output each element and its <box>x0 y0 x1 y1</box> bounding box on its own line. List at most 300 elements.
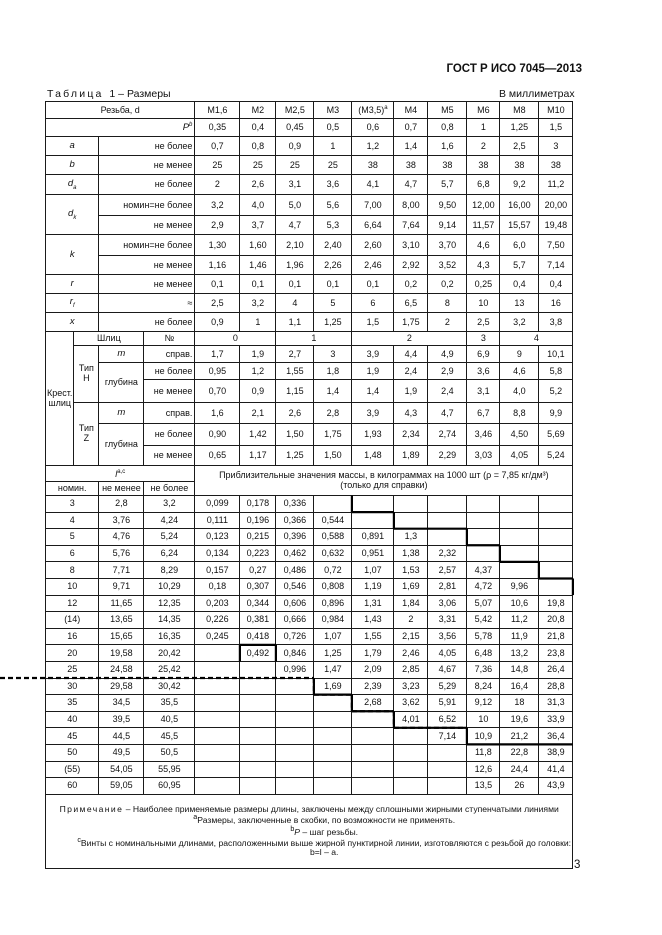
param-value: 25 <box>276 156 314 175</box>
recess-group-label: Крест. шлиц <box>46 332 74 466</box>
mass-value <box>394 512 428 529</box>
pitch-value: 0,4 <box>240 119 276 137</box>
recess-h-max-row <box>46 363 573 380</box>
mass-value: 0,123 <box>195 529 240 546</box>
mass-value: 0,336 <box>276 496 314 513</box>
mass-value: 0,134 <box>195 545 240 562</box>
mass-value <box>276 761 314 778</box>
mass-value: 2,39 <box>352 678 394 695</box>
param-value: 16,00 <box>500 195 539 216</box>
param-value: 38 <box>352 156 394 175</box>
mass-value: 5,91 <box>428 695 467 712</box>
thread-size: (M3,5) <box>358 105 385 115</box>
recess-m-value: 3 <box>314 346 352 363</box>
param-value: 2,40 <box>314 235 352 256</box>
length-nominal: 20 <box>46 645 99 662</box>
recess-min-value: 0,9 <box>240 380 276 403</box>
param-value: 4,7 <box>394 175 428 195</box>
footnote-a <box>47 814 571 825</box>
length-min: 29,58 <box>99 678 144 695</box>
mass-value: 38,9 <box>539 744 573 761</box>
mass-value: 0,099 <box>195 496 240 513</box>
mass-value: 4,67 <box>428 661 467 678</box>
param-value: 1,96 <box>276 256 314 275</box>
pitch-value: 0,8 <box>428 119 467 137</box>
mass-value: 0,462 <box>276 545 314 562</box>
length-max: 12,35 <box>144 595 195 612</box>
recess-min-value: 3,03 <box>467 446 500 466</box>
mass-value: 0,486 <box>276 562 314 579</box>
recess-m-value: 8,8 <box>500 403 539 424</box>
param-value: 3 <box>539 137 573 156</box>
param-symbol: x <box>69 316 75 328</box>
mass-value: 4,37 <box>467 562 500 579</box>
mass-value: 1,3 <box>394 529 428 546</box>
length-row <box>46 562 573 579</box>
thread-size: M2,5 <box>276 102 314 119</box>
mass-value <box>240 695 276 712</box>
length-max: 6,24 <box>144 545 195 562</box>
mass-value: 1,53 <box>394 562 428 579</box>
length-row <box>46 612 573 629</box>
param-value: 4,3 <box>467 256 500 275</box>
mass-value: 41,4 <box>539 761 573 778</box>
param-row-x <box>46 313 573 332</box>
param-label-cell <box>46 137 99 156</box>
slot-number: 1 <box>276 332 352 346</box>
param-value: 6,0 <box>500 235 539 256</box>
length-min: 24,58 <box>99 661 144 678</box>
recess-min-value: 2,4 <box>428 380 467 403</box>
mass-value: 0,215 <box>240 529 276 546</box>
param-value: 3,2 <box>240 294 276 313</box>
mass-value: 4,05 <box>428 645 467 662</box>
mass-value: 2 <box>394 612 428 629</box>
mass-value <box>240 744 276 761</box>
param-value: 2,5 <box>500 137 539 156</box>
param-value: 8,00 <box>394 195 428 216</box>
recess-min-value: 5,24 <box>539 446 573 466</box>
mass-value <box>394 496 428 513</box>
mass-value: 0,418 <box>240 628 276 645</box>
table-word: Таблица <box>47 88 104 100</box>
length-row <box>46 744 573 761</box>
mass-value <box>467 545 500 562</box>
pitch-value: 1 <box>467 119 500 137</box>
recess-m-value: 3,9 <box>352 346 394 363</box>
mass-value: 19,8 <box>539 595 573 612</box>
mass-value: 2,85 <box>394 661 428 678</box>
footnote-mark: a,c <box>117 468 126 475</box>
mass-value: 0,606 <box>276 595 314 612</box>
recess-m-value: 1,9 <box>240 346 276 363</box>
recess-max-value: 5,69 <box>539 424 573 446</box>
length-nominal: 25 <box>46 661 99 678</box>
param-value: 3,1 <box>276 175 314 195</box>
param-value: 7,14 <box>539 256 573 275</box>
pitch-value: 0,6 <box>352 119 394 137</box>
param-value: 0,1 <box>240 275 276 294</box>
mass-value <box>500 529 539 546</box>
recess-min-value: 1,9 <box>394 380 428 403</box>
mass-value <box>314 728 352 745</box>
recess-m-value: 9,9 <box>539 403 573 424</box>
mass-value <box>195 678 240 695</box>
mass-value <box>276 711 314 728</box>
mass-value <box>314 695 352 712</box>
length-max: 4,24 <box>144 512 195 529</box>
recess-m-value: 3,9 <box>352 403 394 424</box>
note-word: Примечание <box>59 803 124 814</box>
length-nominal: 6 <box>46 545 99 562</box>
mass-value <box>500 562 539 579</box>
recess-m-value: 9 <box>500 346 539 363</box>
recess-max-value: 5,8 <box>539 363 573 380</box>
mass-value: 20,8 <box>539 612 573 629</box>
footnote-mark: a <box>384 105 388 111</box>
param-value: 5,0 <box>276 195 314 216</box>
param-value: 7,00 <box>352 195 394 216</box>
length-nominal: (55) <box>46 761 99 778</box>
param-value: 7,64 <box>394 216 428 235</box>
slot-number: 0 <box>195 332 276 346</box>
param-value: 1,75 <box>394 313 428 332</box>
footnote-mark: c <box>77 835 81 844</box>
recess-min-value: 1,48 <box>352 446 394 466</box>
length-min: 19,58 <box>99 645 144 662</box>
param-value: 38 <box>394 156 428 175</box>
param-value: 1,6 <box>428 137 467 156</box>
mass-value: 5,78 <box>467 628 500 645</box>
length-min: 39,5 <box>99 711 144 728</box>
thread-header-row <box>46 102 573 119</box>
param-value: 5,6 <box>314 195 352 216</box>
recess-m-label: m <box>99 403 144 424</box>
recess-min-value: 1,89 <box>394 446 428 466</box>
mass-value <box>195 711 240 728</box>
param-value: 2,60 <box>352 235 394 256</box>
mass-value <box>394 728 428 745</box>
mass-value: 36,4 <box>539 728 573 745</box>
recess-m-value: 4,4 <box>394 346 428 363</box>
length-nominal: 3 <box>46 496 99 513</box>
mass-value: 21,8 <box>539 628 573 645</box>
recess-type-label: Тип Z <box>74 403 99 466</box>
mass-value <box>428 761 467 778</box>
mass-value: 2,46 <box>394 645 428 662</box>
length-row <box>46 728 573 745</box>
param-value: 6,8 <box>467 175 500 195</box>
length-row <box>46 778 573 795</box>
param-subscript: k <box>73 214 77 221</box>
length-row <box>46 578 573 595</box>
recess-max-value: 4,6 <box>500 363 539 380</box>
recess-min-value: 1,15 <box>276 380 314 403</box>
mass-value: 16,4 <box>500 678 539 695</box>
mass-value <box>240 728 276 745</box>
mass-value: 0,245 <box>195 628 240 645</box>
mass-value <box>314 778 352 795</box>
mass-value <box>195 645 240 662</box>
mass-value: 0,396 <box>276 529 314 546</box>
mass-value <box>195 744 240 761</box>
recess-depth-label: глубина <box>99 363 144 403</box>
length-max: 50,5 <box>144 744 195 761</box>
mass-value <box>195 661 240 678</box>
mass-value: 0,544 <box>314 512 352 529</box>
mass-value <box>195 728 240 745</box>
mass-value: 1,84 <box>394 595 428 612</box>
recess-max-value: 1,2 <box>240 363 276 380</box>
mass-value: 1,69 <box>314 678 352 695</box>
length-max: 45,5 <box>144 728 195 745</box>
param-value: 1,4 <box>394 137 428 156</box>
length-row <box>46 595 573 612</box>
param-symbol: d <box>67 177 74 189</box>
mass-value: 1,31 <box>352 595 394 612</box>
param-value: 19,48 <box>539 216 573 235</box>
length-nominal: 30 <box>46 678 99 695</box>
mass-value: 26 <box>500 778 539 795</box>
recess-max-value: 1,8 <box>314 363 352 380</box>
length-min: 54,05 <box>99 761 144 778</box>
length-nominal: (14) <box>46 612 99 629</box>
mass-value <box>467 512 500 529</box>
mass-value: 0,896 <box>314 595 352 612</box>
length-max: 40,5 <box>144 711 195 728</box>
footnote-mark: b <box>189 122 193 129</box>
pitch-row <box>46 119 573 137</box>
mass-value: 11,8 <box>467 744 500 761</box>
param-value: 1 <box>314 137 352 156</box>
footnote-mark: a <box>193 813 198 822</box>
mass-value <box>314 496 352 513</box>
mass-value: 8,24 <box>467 678 500 695</box>
recess-min-value: 1,4 <box>314 380 352 403</box>
table-number: 1 <box>109 88 116 100</box>
mass-value: 1,55 <box>352 628 394 645</box>
length-min: 44,5 <box>99 728 144 745</box>
param-value: 0,1 <box>276 275 314 294</box>
length-header-row <box>46 466 573 482</box>
mass-value: 9,12 <box>467 695 500 712</box>
param-qualifier: номин=не более <box>99 235 195 256</box>
param-label-cell <box>46 294 99 313</box>
length-row <box>46 645 573 662</box>
param-row-b <box>46 156 573 175</box>
param-qualifier: ≈ <box>99 294 195 313</box>
mass-value: 0,344 <box>240 595 276 612</box>
param-value: 3,6 <box>314 175 352 195</box>
param-value: 8 <box>428 294 467 313</box>
param-value: 3,7 <box>240 216 276 235</box>
param-value: 15,57 <box>500 216 539 235</box>
param-label-cell <box>46 235 99 275</box>
mass-value: 0,27 <box>240 562 276 579</box>
footnote-c <box>47 837 571 858</box>
param-value: 6 <box>352 294 394 313</box>
mass-value: 10,9 <box>467 728 500 745</box>
thread-size: M4 <box>394 102 428 119</box>
param-value: 1 <box>240 313 276 332</box>
length-min: 4,76 <box>99 529 144 546</box>
length-label-cell <box>46 466 195 482</box>
param-row-da <box>46 175 573 195</box>
recess-m-value: 4,7 <box>428 403 467 424</box>
recess-max-value: 1,75 <box>314 424 352 446</box>
length-nominal: 10 <box>46 578 99 595</box>
length-row <box>46 496 573 513</box>
recess-min-value: 5,2 <box>539 380 573 403</box>
standard-code: ГОСТ Р ИСО 7045—2013 <box>446 63 582 75</box>
param-symbol: b <box>69 159 75 171</box>
param-qualifier: не более <box>99 175 195 195</box>
mass-value: 22,8 <box>500 744 539 761</box>
param-value: 4,6 <box>467 235 500 256</box>
mass-value <box>240 678 276 695</box>
recess-m-value: 2,8 <box>314 403 352 424</box>
mass-value: 1,47 <box>314 661 352 678</box>
recess-min-value: 0,70 <box>195 380 240 403</box>
param-value: 10 <box>467 294 500 313</box>
length-min: 13,65 <box>99 612 144 629</box>
param-label-cell <box>46 275 99 294</box>
param-value: 0,1 <box>195 275 240 294</box>
mass-value: 0,846 <box>276 645 314 662</box>
param-value: 38 <box>428 156 467 175</box>
mass-value <box>240 761 276 778</box>
mass-value: 5,07 <box>467 595 500 612</box>
length-max-label: не более <box>144 482 195 496</box>
recess-m-value: 2,1 <box>240 403 276 424</box>
recess-z-m-row <box>46 403 573 424</box>
mass-value: 0,18 <box>195 578 240 595</box>
mass-note-line: (только для справки) <box>340 479 428 490</box>
mass-note <box>195 466 573 496</box>
length-row <box>46 711 573 728</box>
mass-value <box>539 545 573 562</box>
param-value: 25 <box>195 156 240 175</box>
mass-value: 2,32 <box>428 545 467 562</box>
length-row <box>46 678 573 695</box>
recess-max-value: 4,50 <box>500 424 539 446</box>
recess-depth-label: глубина <box>99 424 144 466</box>
recess-max-value: 1,55 <box>276 363 314 380</box>
recess-m-value: 10,1 <box>539 346 573 363</box>
mass-value <box>352 711 394 728</box>
slot-label: Шлиц <box>74 332 144 346</box>
param-symbol: a <box>69 140 75 152</box>
param-value: 0,9 <box>276 137 314 156</box>
mass-value: 1,07 <box>352 562 394 579</box>
param-value: 13 <box>500 294 539 313</box>
recess-min-value: 1,4 <box>352 380 394 403</box>
param-value: 2,26 <box>314 256 352 275</box>
recess-min-value: 0,65 <box>195 446 240 466</box>
param-value: 3,8 <box>539 313 573 332</box>
recess-max-value: 3,46 <box>467 424 500 446</box>
param-value: 4,7 <box>276 216 314 235</box>
thread-label: Резьба, d <box>46 102 195 119</box>
param-value: 0,4 <box>500 275 539 294</box>
page-number: 3 <box>574 859 581 871</box>
mass-value <box>195 778 240 795</box>
mass-value: 0,111 <box>195 512 240 529</box>
mass-value <box>195 761 240 778</box>
length-min: 59,05 <box>99 778 144 795</box>
param-qualifier: не менее <box>99 275 195 294</box>
length-max: 20,42 <box>144 645 195 662</box>
mass-value: 7,36 <box>467 661 500 678</box>
mass-value <box>276 744 314 761</box>
mass-value: 11,2 <box>500 612 539 629</box>
param-value: 2,5 <box>467 313 500 332</box>
param-value: 1,46 <box>240 256 276 275</box>
param-value: 11,57 <box>467 216 500 235</box>
param-row-dk <box>46 216 573 235</box>
footnote-b <box>47 826 571 837</box>
pitch-value: 1,5 <box>539 119 573 137</box>
param-symbol: r <box>69 296 73 308</box>
param-value: 2 <box>467 137 500 156</box>
footnote-text: – шаг резьбы. <box>300 826 359 837</box>
mass-value: 2,57 <box>428 562 467 579</box>
param-value: 0,8 <box>240 137 276 156</box>
param-symbol: k <box>69 248 75 260</box>
length-max: 35,5 <box>144 695 195 712</box>
param-value: 5 <box>314 294 352 313</box>
mass-value: 0,72 <box>314 562 352 579</box>
length-min: 11,65 <box>99 595 144 612</box>
mass-value: 0,366 <box>276 512 314 529</box>
mass-value <box>467 496 500 513</box>
mass-value: 6,52 <box>428 711 467 728</box>
length-row <box>46 761 573 778</box>
param-label-cell <box>46 175 99 195</box>
mass-value: 3,56 <box>428 628 467 645</box>
param-value: 0,9 <box>195 313 240 332</box>
mass-value: 3,62 <box>394 695 428 712</box>
param-value: 2,9 <box>195 216 240 235</box>
param-value: 5,7 <box>428 175 467 195</box>
length-max: 14,35 <box>144 612 195 629</box>
param-qualifier: не менее <box>99 216 195 235</box>
recess-h-m-row <box>46 346 573 363</box>
param-value: 2,92 <box>394 256 428 275</box>
mass-value: 5,42 <box>467 612 500 629</box>
mass-value <box>352 761 394 778</box>
footnote-text: Размеры, заключенные в скобки, по возможности не применять. <box>197 815 456 826</box>
mass-value: 0,178 <box>240 496 276 513</box>
thread-size: M1,6 <box>195 102 240 119</box>
mass-value: 1,19 <box>352 578 394 595</box>
table-caption <box>47 88 171 100</box>
mass-value <box>428 496 467 513</box>
param-label-cell <box>46 313 99 332</box>
recess-m-value: 2,6 <box>276 403 314 424</box>
length-label: l <box>115 468 118 479</box>
param-row-k <box>46 256 573 275</box>
length-min: 5,76 <box>99 545 144 562</box>
param-value: 3,52 <box>428 256 467 275</box>
param-value: 1,30 <box>195 235 240 256</box>
length-max: 3,2 <box>144 496 195 513</box>
slot-number: 4 <box>500 332 573 346</box>
param-value: 0,1 <box>314 275 352 294</box>
param-value: 0,4 <box>539 275 573 294</box>
param-qualifier: не более <box>99 137 195 156</box>
length-max: 55,95 <box>144 761 195 778</box>
